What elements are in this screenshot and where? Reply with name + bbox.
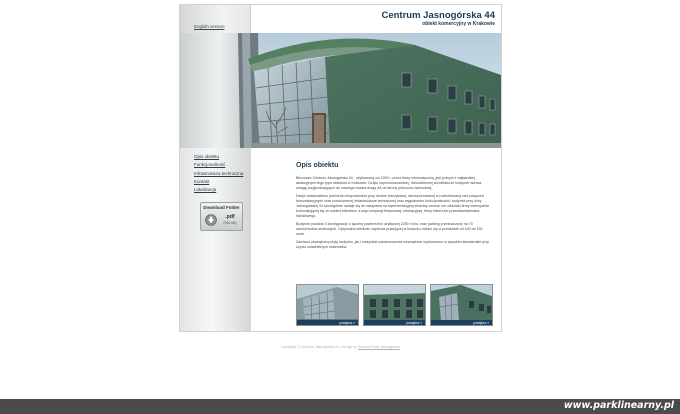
left-column: [180, 148, 251, 331]
content-paragraph: Dzięki doskonałemu położeniu bezpośrednio przy drodze tranzytowej, wkomponowanej w rozbudowaną sieć połączeń komunikacyjnych oraz nowoczesnej infrastrukturze technicznej oraz wygodnemu funkcjonalności, budynek przy ulicy Jasnogórskiej 44 szczególnie nadaje się do związania na reprezentacyjną siedzibę central, lub oddziału firmy intensywnie komunikującej się ze swoimi klientami, a więc instytucji finansowej, edukacyjnej, firmy hitech lub przedstawicielstwa handlowego.: [296, 194, 490, 218]
thumbnail-2[interactable]: [363, 284, 426, 326]
download-folder-title: Download Folder: [203, 205, 240, 210]
english-version-link[interactable]: English version: [194, 24, 225, 29]
site-subtitle: obiekt komercyjny w Krakowie: [422, 21, 495, 27]
thumbnail-1[interactable]: [296, 284, 359, 326]
nav-item-funkcjonalnosc[interactable]: Funkcjonalność: [194, 162, 226, 168]
website-frame: [179, 4, 502, 332]
thumbnail-caption-bar: [297, 320, 358, 325]
nav-item-infrastruktura[interactable]: Infrastruktura techniczna: [194, 170, 244, 176]
site-title: Centrum Jasnogórska 44: [381, 10, 495, 21]
bottom-bar: [0, 399, 680, 414]
download-arrow-icon: [205, 214, 217, 226]
thumbnail-caption-bar: [431, 320, 492, 325]
thumbnail-3[interactable]: [430, 284, 493, 326]
copyright-text: Copyright © Centrum Jasnogórska 44. Design by: [280, 345, 358, 349]
content-paragraph: Budynek posiada 3 kondygnacje o łącznej powierzchni użytkowej 2280 m.kw. oraz parking przeznaczony na 70 samochodów osobowych. Optymalna wielkość zaplecza pracującej w budynku mieści się w przedziale od 100 do 150 osób.: [296, 222, 483, 237]
content-title: Opis obiektu: [296, 162, 339, 169]
download-folder-button[interactable]: [200, 202, 243, 231]
thumbnail-caption-bar: [364, 320, 425, 325]
nav-item-kontakt[interactable]: Kontakt: [194, 178, 210, 184]
designer-link[interactable]: Rozwój Firmy Jasnogórska: [358, 345, 401, 349]
content-paragraph: Biurowiec Centrum Jasnogórska 44 , użytkowany od 1999 r. przez firmę informatyczną, jest jednym z najbardziej atrakcyjnych tego typu obiektów w Krakowie. Dzięki supernowoczesnej, niecodziennej architekturze budynek zwraca uwagę przyjeżdżających do naszego miasta drogą A4 od strony północno-zachodniej.: [296, 176, 482, 190]
content-paragraph: Zarówno zewnętrzną bryłę budynku, jak i wszystkie pomieszczenia wewnętrzne wykończono w wysokim standardzie przy użyciu szlachetnych materiałów.: [296, 240, 489, 250]
main-navigation: [194, 153, 243, 194]
download-file-size: (930 kB): [223, 221, 237, 225]
building-photo: [180, 33, 501, 148]
nav-item-opis-obiektu[interactable]: Opis obiektu: [194, 154, 220, 159]
enlarge-link[interactable]: powiększ »: [406, 320, 422, 325]
thumbnail-gallery: [296, 284, 494, 326]
enlarge-link[interactable]: powiększ »: [339, 320, 355, 325]
site-header: [180, 5, 501, 33]
building-banner: [180, 33, 501, 148]
nav-item-lokalizacja[interactable]: Lokalizacja: [194, 187, 217, 193]
watermark-text: www.parklinearny.pl: [563, 400, 674, 411]
download-file-type: .pdf: [225, 214, 235, 220]
main-content: [296, 162, 490, 254]
enlarge-link[interactable]: powiększ »: [473, 320, 489, 325]
copyright-footer: [179, 345, 502, 349]
